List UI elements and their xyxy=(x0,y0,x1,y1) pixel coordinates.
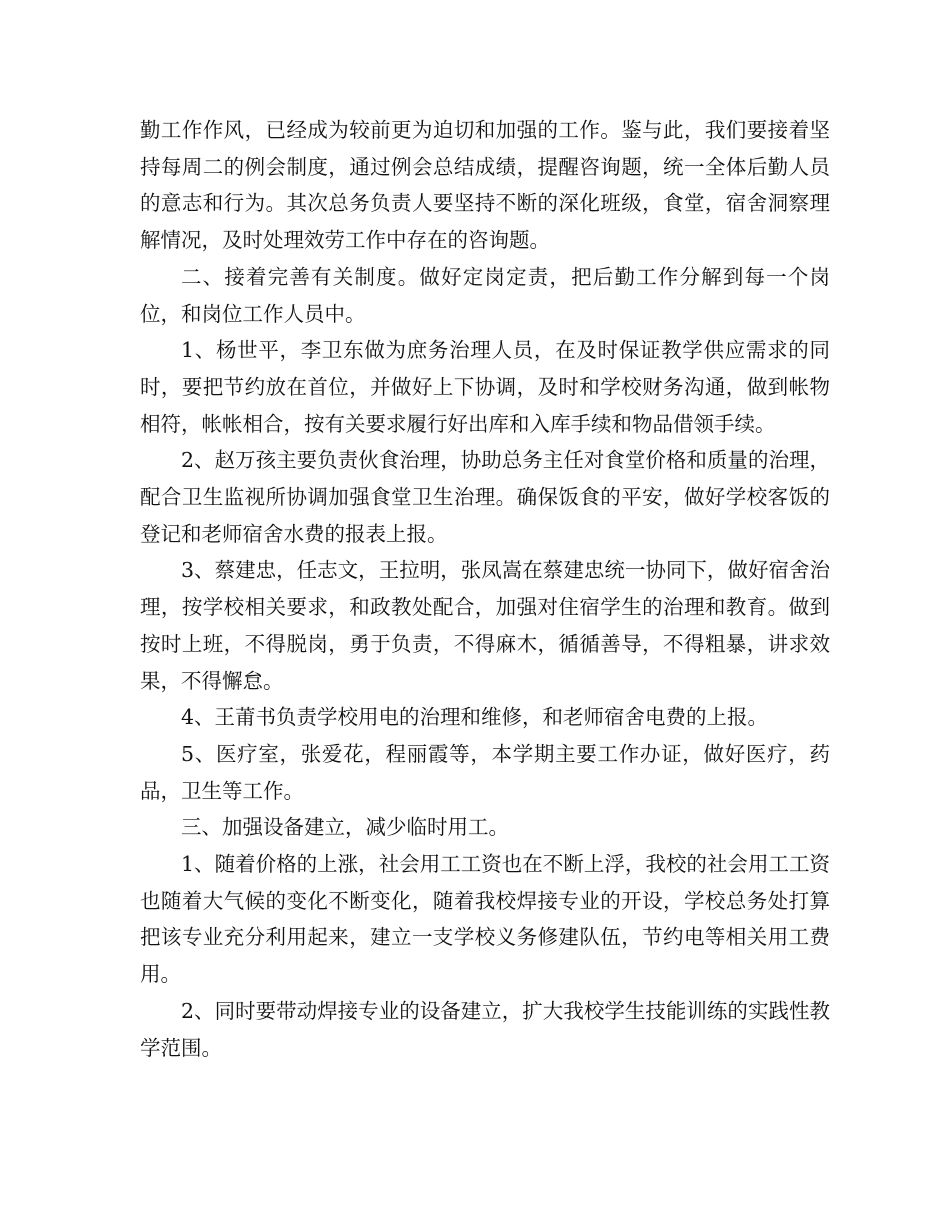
paragraph-item-3: 3、蔡建忠，任志文，王拉明，张凤嵩在蔡建忠统一协同下，做好宿舍治理，按学校相关要求，和政教处配合，加强对住宿学生的治理和教育。做到按时上班，不得脱岗，勇于负责，不得麻木，循循善导，不得粗暴，讲求效果，不得懈怠。 xyxy=(140,558,830,693)
paragraph-section-three-item-2: 2、同时要带动焊接专业的设备建立，扩大我校学生技能训练的实践性教学范围。 xyxy=(140,998,830,1060)
paragraph-section-two-heading: 二、接着完善有关制度。做好定岗定责，把后勤工作分解到每一个岗位，和岗位工作人员中。 xyxy=(140,264,830,326)
paragraph-item-1: 1、杨世平，李卫东做为庶务治理人员，在及时保证教学供应需求的同时，要把节约放在首位，并做好上下协调，及时和学校财务沟通，做到帐物相符，帐帐相合，按有关要求履行好出库和入库手续和物品借领手续。 xyxy=(140,338,830,436)
document-body xyxy=(140,112,830,1066)
paragraph-item-2: 2、赵万孩主要负责伙食治理，协助总务主任对食堂价格和质量的治理，配合卫生监视所协调加强食堂卫生治理。确保饭食的平安，做好学校客饭的登记和老师宿舍水费的报表上报。 xyxy=(140,448,830,546)
paragraph-item-5: 5、医疗室，张爱花，程丽霞等，本学期主要工作办证，做好医疗，药品，卫生等工作。 xyxy=(140,741,830,803)
paragraph-section-three-item-1: 1、随着价格的上涨，社会用工工资也在不断上浮，我校的社会用工工资也随着大气候的变化不断变化，随着我校焊接专业的开设，学校总务处打算把该专业充分利用起来，建立一支学校义务修建队伍，节约电等相关用工费用。 xyxy=(140,852,830,987)
paragraph-section-three-heading: 三、加强设备建立，减少临时用工。 xyxy=(181,815,509,840)
paragraph-continued: 勤工作作风，已经成为较前更为迫切和加强的工作。鉴与此，我们要接着坚持每周二的例会制度，通过例会总结成绩，提醒咨询题，统一全体后勤人员的意志和行为。其次总务负责人要坚持不断的深化班级，食堂，宿舍洞察理解情况，及时处理效劳工作中存在的咨询题。 xyxy=(140,118,830,253)
paragraph-item-4: 4、王莆书负责学校用电的治理和维修，和老师宿舍电费的上报。 xyxy=(181,705,769,730)
